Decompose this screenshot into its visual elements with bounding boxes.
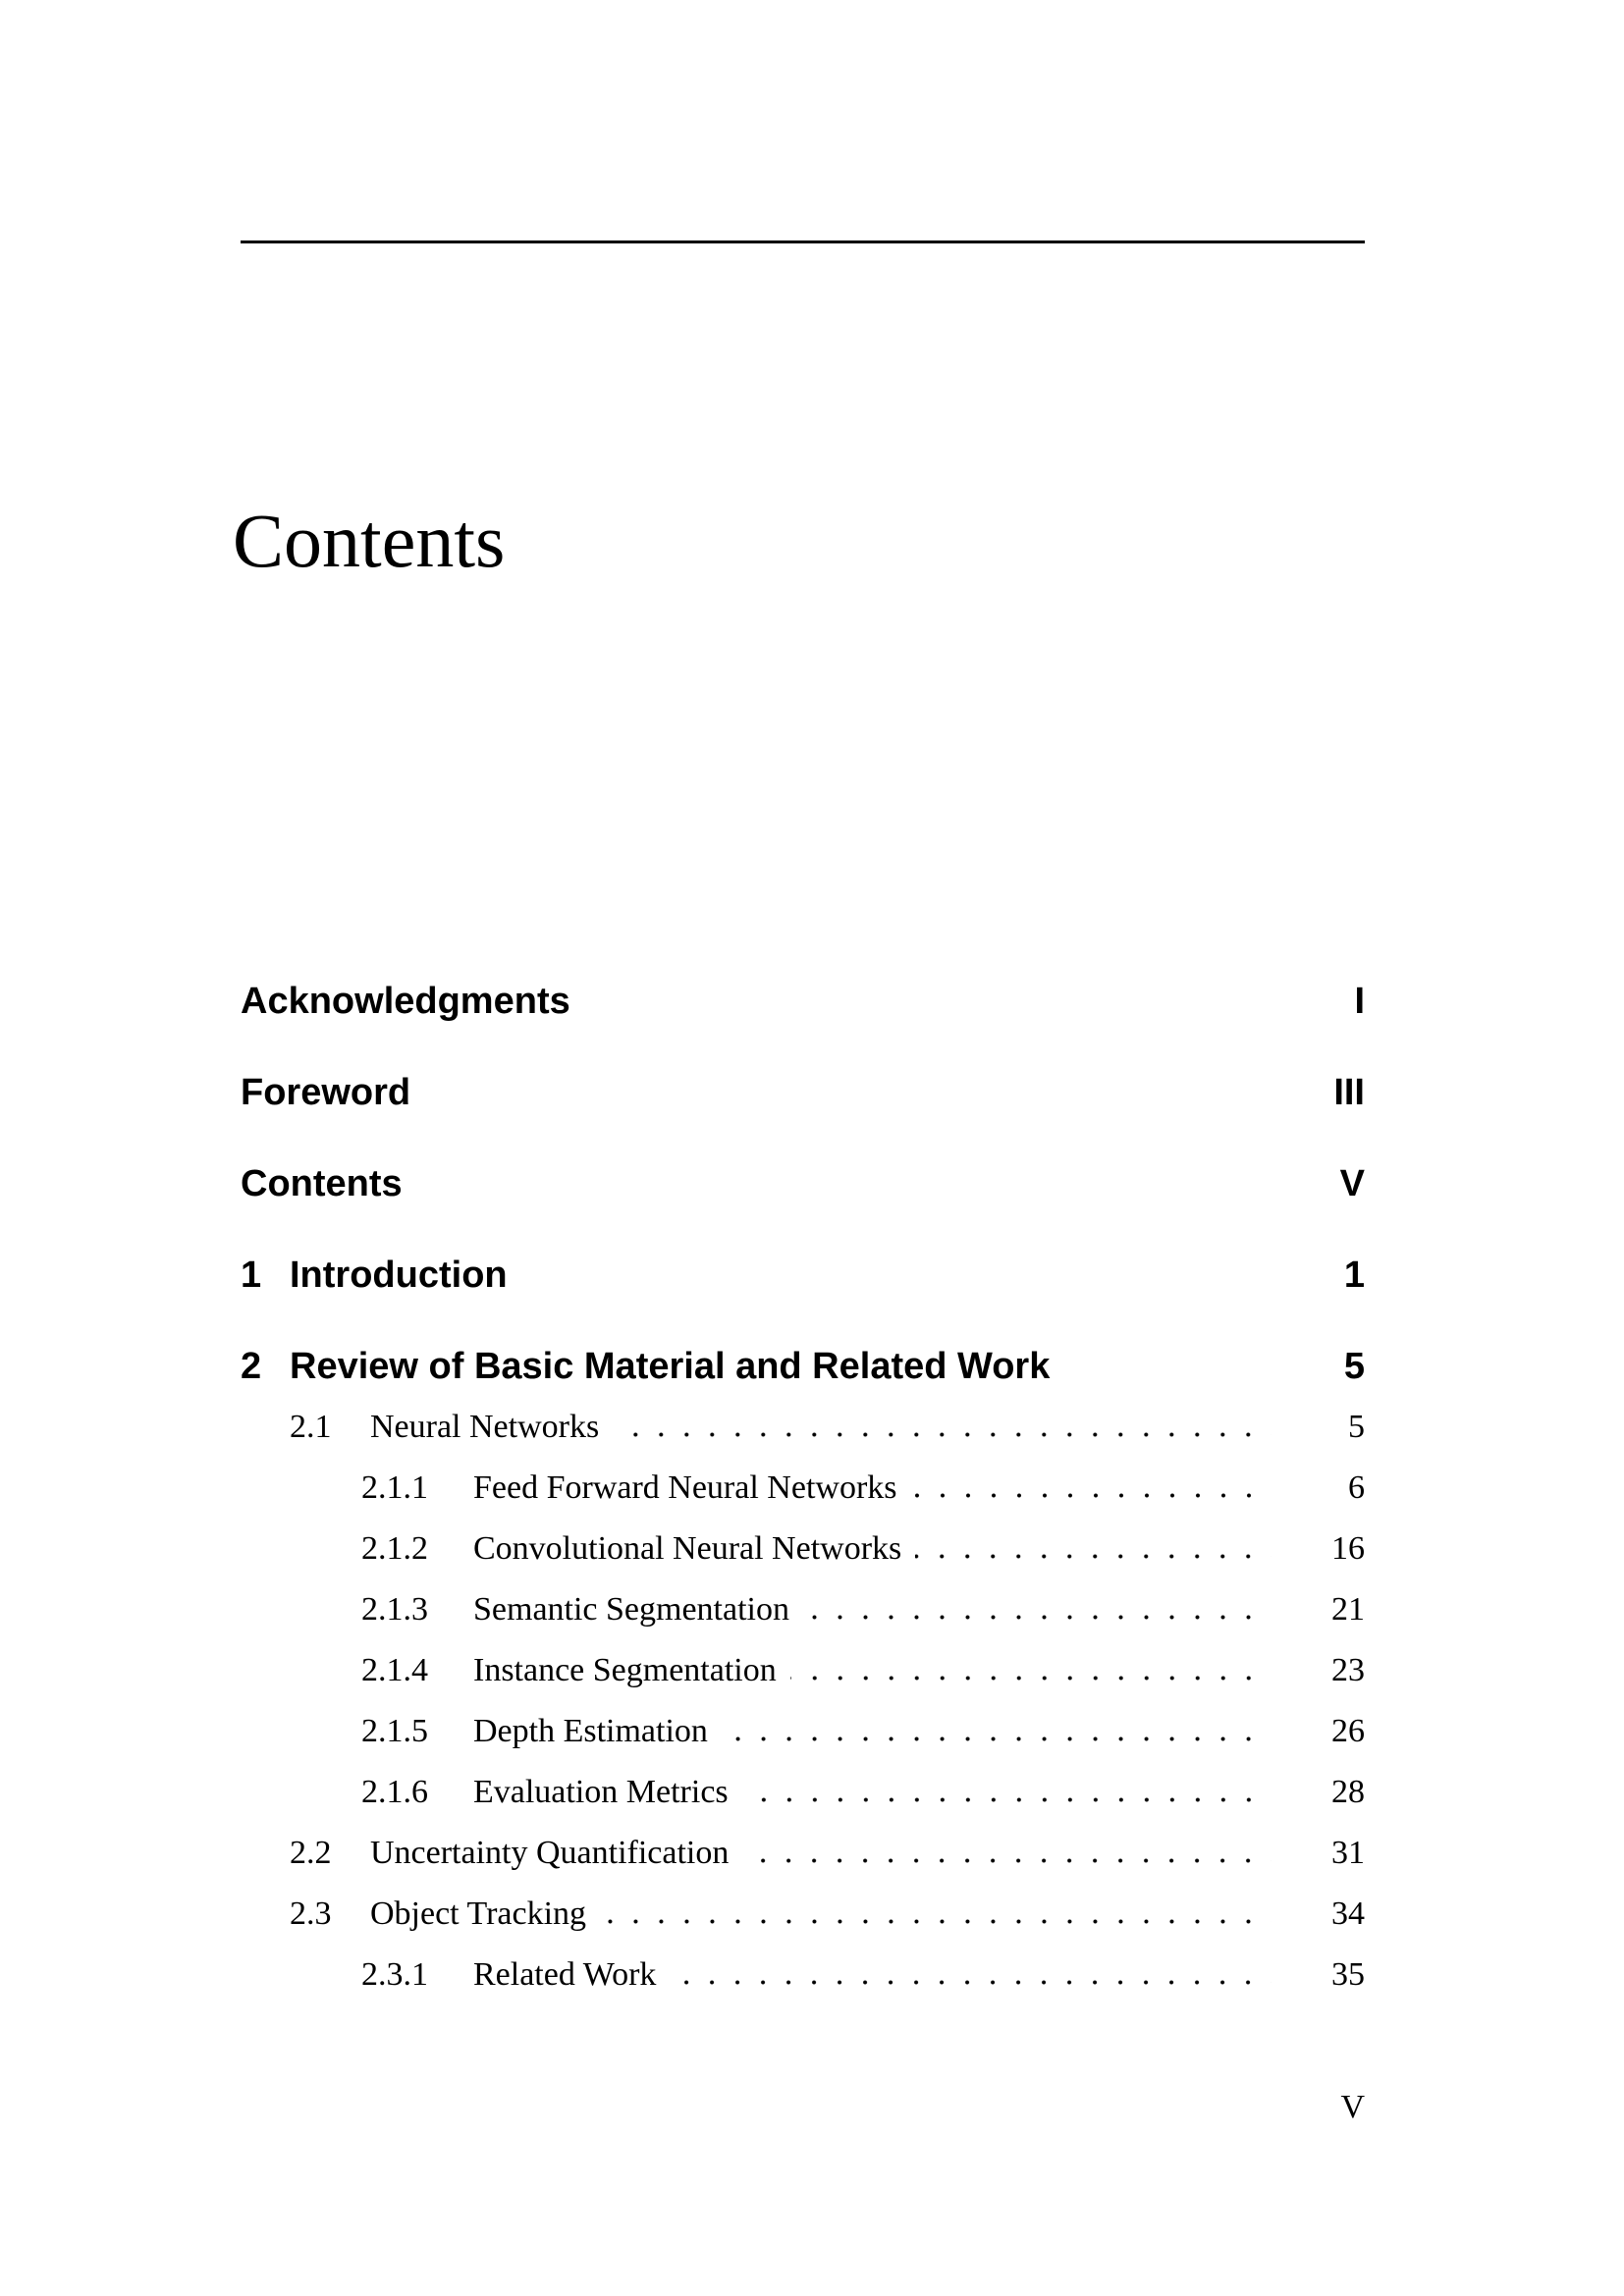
entry-page: 23 — [1331, 1652, 1365, 1688]
dot-leader — [613, 1432, 1272, 1437]
entry-page: 26 — [1331, 1713, 1365, 1749]
entry-page: V — [1339, 1163, 1365, 1204]
dot-leader — [911, 1493, 1272, 1498]
entry-label: Evaluation Metrics — [473, 1774, 729, 1810]
entry-page: 5 — [1348, 1409, 1365, 1445]
entry-number: 2.1 — [290, 1409, 332, 1445]
dot-leader — [722, 1736, 1272, 1741]
entry-page: 35 — [1331, 1956, 1365, 1993]
dot-leader — [508, 1282, 1326, 1287]
dot-leader — [1050, 1373, 1326, 1378]
entry-label: Uncertainty Quantification — [370, 1835, 730, 1871]
entry-number: 2.1.3 — [361, 1591, 428, 1628]
page-title: Contents — [233, 498, 506, 583]
footer-page-number: V — [1340, 2089, 1365, 2125]
entry-page: 28 — [1331, 1774, 1365, 1810]
header-rule — [241, 240, 1365, 243]
entry-number: 2.1.2 — [361, 1530, 428, 1567]
toc-entry-review-of-basic-material[interactable] — [241, 1348, 1365, 1385]
entry-label: Neural Networks — [370, 1409, 600, 1445]
entry-number: 2.1.5 — [361, 1713, 428, 1749]
toc-entry-instance-segmentation[interactable] — [241, 1654, 1365, 1687]
entry-page: 5 — [1343, 1346, 1365, 1387]
entry-number: 2.3 — [290, 1896, 332, 1932]
toc-entry-neural-networks[interactable] — [241, 1411, 1365, 1444]
entry-label: Instance Segmentation — [473, 1652, 777, 1688]
entry-label: Depth Estimation — [473, 1713, 708, 1749]
toc-entry-evaluation-metrics[interactable] — [241, 1776, 1365, 1809]
entry-number: 1 — [241, 1255, 262, 1296]
dot-leader — [742, 1858, 1272, 1863]
entry-label: Object Tracking — [370, 1896, 587, 1932]
entry-page: 31 — [1331, 1835, 1365, 1871]
entry-label: Review of Basic Material and Related Work — [290, 1346, 1051, 1387]
toc-entry-contents[interactable] — [241, 1165, 1365, 1202]
entry-number: 2.1.4 — [361, 1652, 428, 1688]
toc-entry-uncertainty-quantification[interactable] — [241, 1837, 1365, 1870]
dot-leader — [803, 1615, 1272, 1620]
toc-entry-introduction[interactable] — [241, 1256, 1365, 1294]
toc-entry-convolutional-neural-networks[interactable] — [241, 1532, 1365, 1566]
table-of-contents — [241, 983, 1365, 1992]
entry-label: Convolutional Neural Networks — [473, 1530, 902, 1567]
entry-label: Related Work — [473, 1956, 657, 1993]
dot-leader — [670, 1980, 1272, 1985]
entry-number: 2 — [241, 1346, 262, 1387]
entry-number: 2.2 — [290, 1835, 332, 1871]
dot-leader — [570, 1008, 1326, 1013]
entry-label: Acknowledgments — [241, 981, 570, 1022]
dot-leader — [403, 1191, 1326, 1196]
entry-page: 21 — [1331, 1591, 1365, 1628]
entry-page: III — [1333, 1072, 1365, 1113]
entry-page: 6 — [1348, 1469, 1365, 1506]
entry-label: Contents — [241, 1163, 403, 1204]
toc-entry-acknowledgments[interactable] — [241, 983, 1365, 1020]
toc-entry-depth-estimation[interactable] — [241, 1715, 1365, 1748]
entry-page: 34 — [1331, 1896, 1365, 1932]
dot-leader — [915, 1554, 1272, 1559]
dot-leader — [742, 1797, 1272, 1802]
dot-leader — [600, 1919, 1272, 1924]
entry-number: 2.3.1 — [361, 1956, 428, 1993]
entry-page: 1 — [1343, 1255, 1365, 1296]
entry-label: Semantic Segmentation — [473, 1591, 789, 1628]
entry-number: 2.1.6 — [361, 1774, 428, 1810]
dot-leader — [410, 1099, 1326, 1104]
toc-entry-feed-forward-neural-networks[interactable] — [241, 1471, 1365, 1505]
entry-number: 2.1.1 — [361, 1469, 428, 1506]
entry-label: Feed Forward Neural Networks — [473, 1469, 897, 1506]
toc-entry-semantic-segmentation[interactable] — [241, 1593, 1365, 1627]
toc-entry-object-tracking[interactable] — [241, 1897, 1365, 1931]
toc-entry-related-work[interactable] — [241, 1958, 1365, 1992]
entry-page: I — [1354, 981, 1365, 1022]
entry-label: Introduction — [290, 1255, 508, 1296]
entry-page: 16 — [1331, 1530, 1365, 1567]
dot-leader — [790, 1676, 1272, 1681]
toc-entry-foreword[interactable] — [241, 1074, 1365, 1111]
entry-label: Foreword — [241, 1072, 411, 1113]
